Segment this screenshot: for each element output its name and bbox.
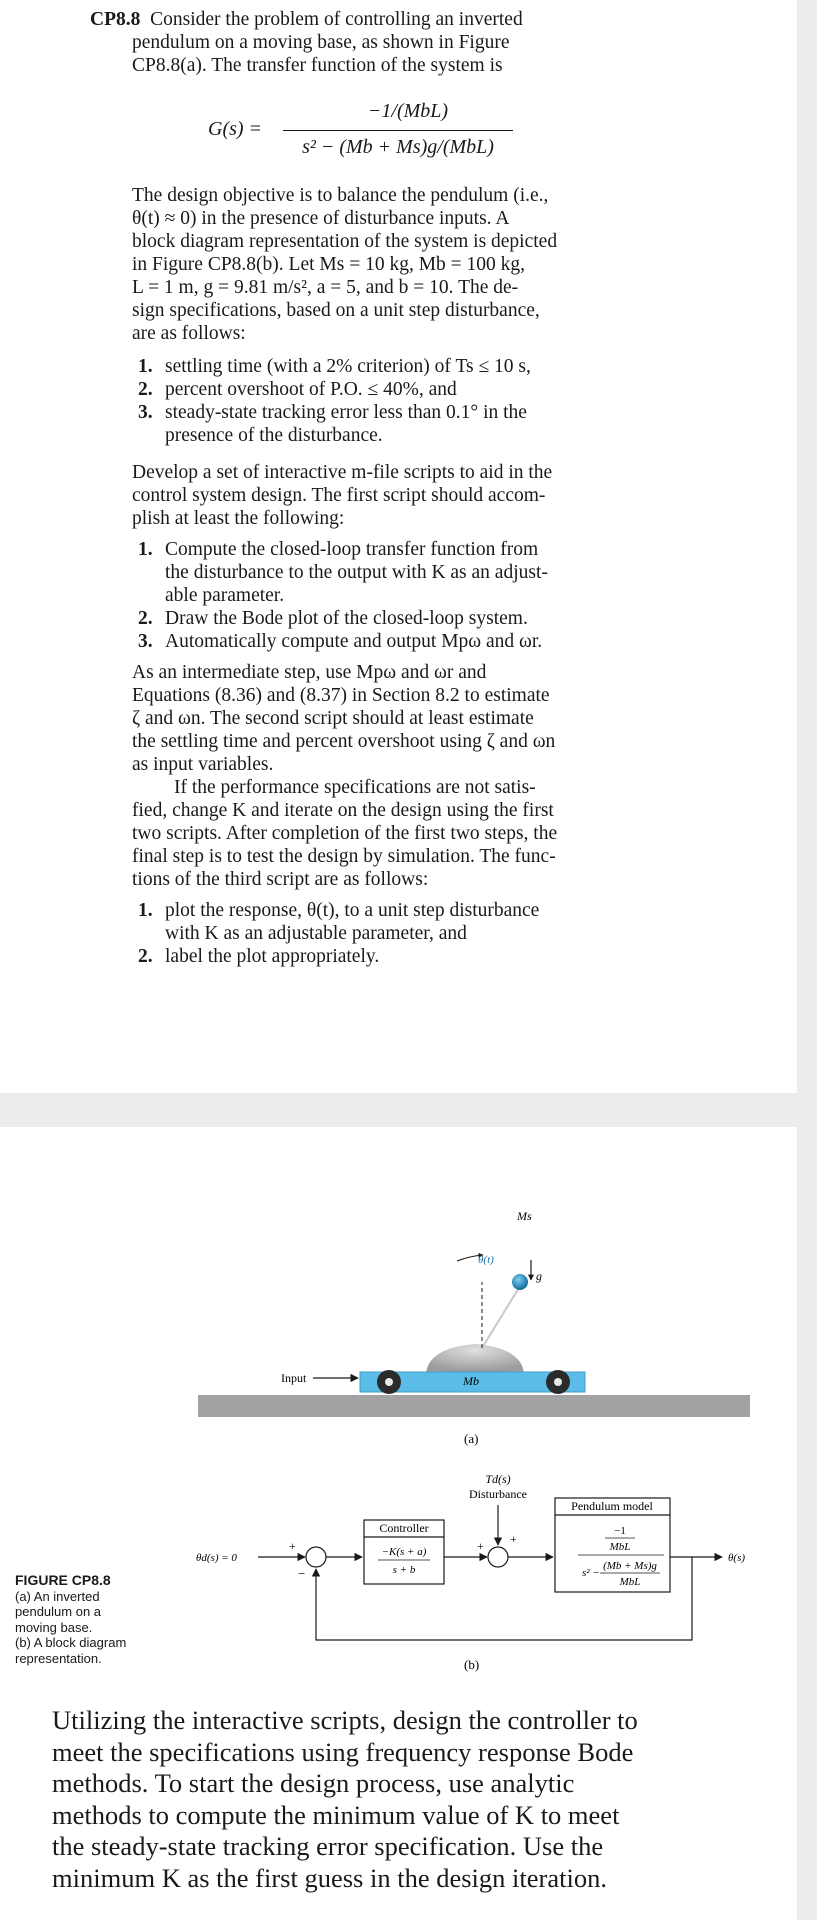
part-b-label: (b) xyxy=(464,1657,480,1672)
part-a-label: (a) xyxy=(464,1431,479,1446)
pendulum-dome xyxy=(426,1344,524,1374)
iterate-paragraph: If the performance specifications are not satis- fied, change K and iterate on the design using the first two scripts. After completion of the first two steps, the final step is to test the design by simulation. The func- tions of the third script are as follows: xyxy=(132,777,558,890)
develop-paragraph: Develop a set of interactive m-file scripts to aid in the control system design. The first script should accom- plish at least the following: xyxy=(132,462,553,529)
script-item: 1. Compute the closed-loop transfer function from the disturbance to the output with K as an adjust- able parameter. xyxy=(138,539,548,606)
svg-text:MbL: MbL xyxy=(609,1541,631,1553)
ground xyxy=(198,1395,750,1417)
svg-text:(Mb + Ms)g: (Mb + Ms)g xyxy=(603,1560,657,1572)
pendulum-ball xyxy=(512,1274,528,1290)
disturbance-symbol: Td(s) xyxy=(485,1472,511,1486)
transfer-function-equation xyxy=(208,100,508,170)
third-script-item: 2. label the plot appropriately. xyxy=(138,946,380,967)
gravity-label: g xyxy=(536,1269,542,1283)
script-item: 3. Automatically compute and output Mpω and ωr. xyxy=(138,631,543,652)
figure-cp8-8 xyxy=(0,1200,797,1760)
base-mass-label: Mb xyxy=(463,1374,479,1388)
intro-line-3: CP8.8(a). The transfer function of the system is xyxy=(132,55,503,76)
svg-text:−: − xyxy=(298,1566,306,1581)
equation-numerator: −1/(MbL) xyxy=(367,100,449,122)
figure-caption-title: FIGURE CP8.8 xyxy=(15,1572,111,1588)
controller-title: Controller xyxy=(379,1521,429,1535)
equation-lhs: G(s) = xyxy=(208,118,263,140)
problem-intro xyxy=(90,8,590,77)
disturbance-label: Disturbance xyxy=(469,1487,527,1501)
svg-text:MbL: MbL xyxy=(619,1576,641,1588)
spec-item: 2. percent overshoot of P.O. ≤ 40%, and xyxy=(138,379,457,400)
controller-numerator: −K(s + a) xyxy=(381,1546,427,1558)
plant-title: Pendulum model xyxy=(571,1499,653,1513)
summing-junction-1 xyxy=(306,1547,326,1567)
intro-line-2: pendulum on a moving base, as shown in Figure xyxy=(132,32,510,53)
page-gap xyxy=(0,1093,797,1127)
pendulum-rod xyxy=(482,1286,520,1348)
objective-paragraph: The design objective is to balance the pendulum (i.e., θ(t) ≈ 0) in the presence of disturbance inputs. A block diagram representation of the system is depicted in Figure CP8.8(b). Let Ms = 10 kg, Mb = 100 kg, L = 1 m, g = 9.81 m/s², a = 5, and b = 10. The de- sign specifications, based on a unit step disturbance, are as follows: xyxy=(132,185,558,344)
svg-text:+: + xyxy=(477,1539,484,1553)
reference-label: θd(s) = 0 xyxy=(196,1552,237,1564)
equation-denominator: s² − (Mb + Ms)g/(MbL) xyxy=(302,136,494,158)
summing-junction-2 xyxy=(488,1547,508,1567)
third-script-item: 1. plot the response, θ(t), to a unit step disturbance with K as an adjustable parameter, and xyxy=(138,900,540,944)
script-item: 2. Draw the Bode plot of the closed-loop system. xyxy=(138,608,528,629)
spec-item: 1. settling time (with a 2% criterion) of Ts ≤ 10 s, xyxy=(138,356,531,377)
spec-item: 3. steady-state tracking error less than 0.1° in the presence of the disturbance. xyxy=(138,402,527,446)
angle-label: θ(t) xyxy=(478,1254,494,1266)
figure-caption: FIGURE CP8.8 (a) An inverted pendulum on a moving base. (b) A block diagram representation. xyxy=(15,1573,180,1666)
fraction-bar xyxy=(283,130,513,131)
block-diagram xyxy=(196,1472,745,1672)
pendulum-illustration xyxy=(198,1209,750,1446)
input-label: Input xyxy=(281,1371,307,1385)
svg-text:−1: −1 xyxy=(614,1525,626,1537)
scrollbar[interactable] xyxy=(797,0,817,1920)
svg-text:+: + xyxy=(289,1539,296,1553)
controller-denominator: s + b xyxy=(392,1564,416,1576)
problem-number: CP8.8 xyxy=(90,9,141,30)
svg-text:+: + xyxy=(510,1532,517,1546)
closing-paragraph: Utilizing the interactive scripts, design the controller to meet the specifications using frequency response Bode methods. To start the design process, use analytic methods to compute the minimum value of K to meet the steady-state tracking error specification. Use the minimum K as the first guess in the design iteration. xyxy=(52,1705,638,1893)
intermediate-paragraph: As an intermediate step, use Mpω and ωr and Equations (8.36) and (8.37) in Section 8.2 to estimate ζ and ωn. The second script should at least estimate the settling time and percent overshoot using ζ and ωn as input variables. xyxy=(132,662,556,775)
intro-line-1: CP8.8 Consider the problem of controlling an inverted xyxy=(90,9,523,30)
svg-text:s² −: s² − xyxy=(582,1567,600,1579)
ball-mass-label: Ms xyxy=(517,1209,532,1223)
output-label: θ(s) xyxy=(728,1552,746,1564)
